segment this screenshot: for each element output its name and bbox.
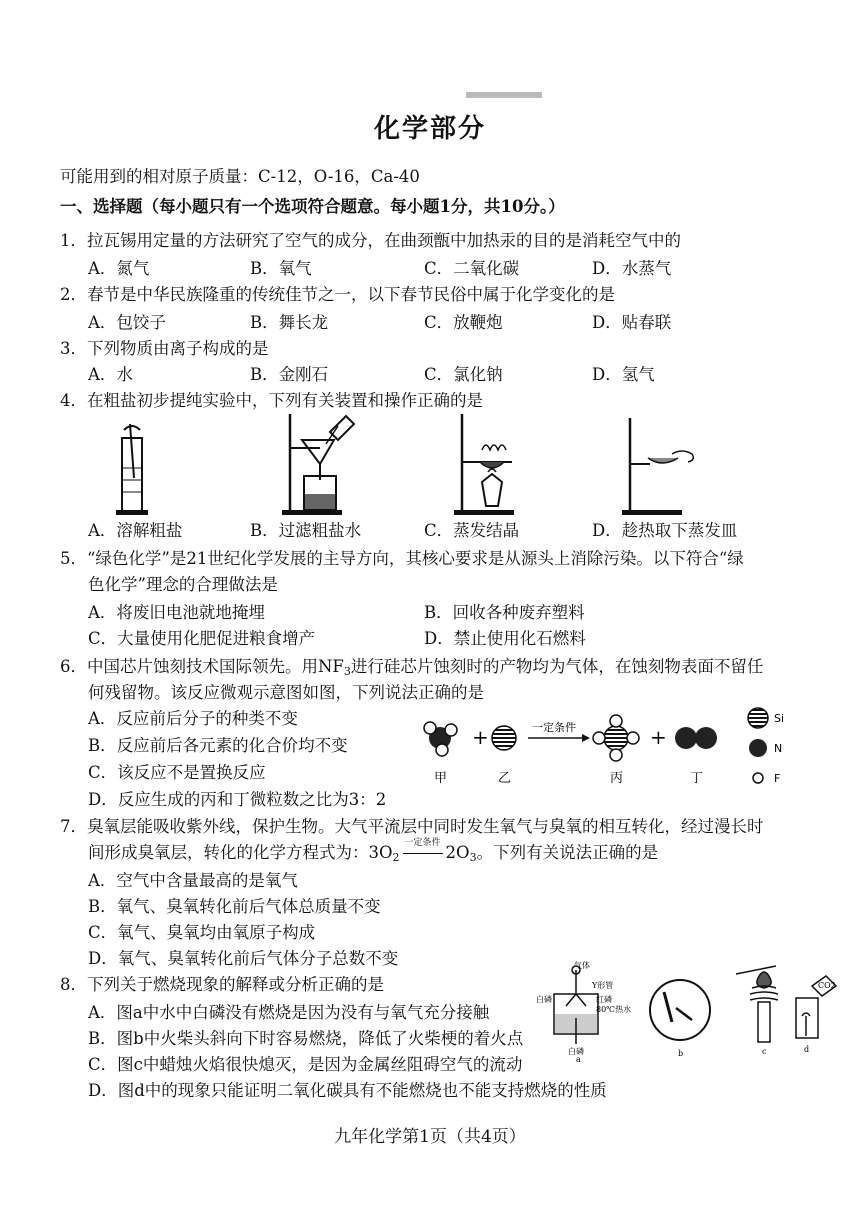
dissolving-apparatus-figure (110, 418, 160, 518)
q1-option-b: B．氧气 (250, 259, 312, 278)
label-ding: 丁 (690, 771, 704, 786)
label-bing: 丙 (610, 771, 624, 786)
q6-stem-line2: 何残留物。该反应微观示意图如图，下列说法正确的是 (88, 683, 484, 702)
q7-condition: 一定条件 (404, 838, 441, 848)
legend-si: Si (774, 712, 785, 725)
q2-stem: 2．春节是中华民族隆重的传统佳节之一，以下春节民俗中属于化学变化的是 (60, 285, 615, 304)
q3-option-d: D．氢气 (592, 365, 655, 384)
reaction-condition: 一定条件 (532, 721, 576, 734)
q3-option-b: B．金刚石 (250, 365, 329, 384)
q8-option-c: C．图c中蜡烛火焰很快熄灭，是因为金属丝阻碍空气的流动 (88, 1055, 523, 1074)
label-jia: 甲 (434, 771, 448, 786)
molecule-yi (492, 726, 516, 750)
q4-option-c: C．蒸发结晶 (424, 521, 520, 540)
label-fig-a: a (576, 1055, 581, 1064)
label-red-p: 红磷 (596, 995, 612, 1004)
q7-option-c: C．氧气、臭氧均由氧原子构成 (88, 923, 316, 942)
figure-d (796, 976, 836, 1054)
q6-option-d: D．反应生成的丙和丁微粒数之比为3：2 (88, 790, 387, 809)
q8-stem: 8．下列关于燃烧现象的解释或分析正确的是 (60, 975, 384, 994)
remove-dish-apparatus-figure (620, 414, 700, 518)
label-fig-c: c (762, 1047, 767, 1056)
molecule-jia (424, 722, 457, 756)
label-fig-d: d (804, 1045, 810, 1054)
figure-c (736, 966, 778, 1056)
label-white-p-2: 白磷 (568, 1047, 584, 1056)
legend-n: N (774, 742, 783, 755)
q7-stem-line1: 7．臭氧层能吸收紫外线，保护生物。大气平流层中同时发生氧气与臭氧的相互转化，经过漫长时 (60, 817, 764, 836)
page-footer: 九年化学第1页（共4页） (334, 1127, 526, 1147)
legend-n-symbol (749, 739, 767, 757)
q8-option-b: B．图b中火柴头斜向下时容易燃烧，降低了火柴梗的着火点 (88, 1029, 524, 1048)
atomic-mass-line: 可能用到的相对原子质量：C-12，O-16，Ca-40 (60, 167, 420, 186)
page-title: 化学部分 (373, 114, 486, 144)
q4-stem: 4．在粗盐初步提纯实验中，下列有关装置和操作正确的是 (60, 391, 483, 410)
label-white-p: 白磷 (536, 995, 552, 1004)
q5-option-b: B．回收各种废弃塑料 (424, 603, 585, 622)
q1-option-a: A．氮气 (88, 259, 150, 278)
q8-option-d: D．图d中的现象只能证明二氧化碳具有不能燃烧也不能支持燃烧的性质 (88, 1081, 607, 1100)
figure-a (536, 960, 631, 1064)
section1-heading: 一、选择题（每小题只有一个选项符合题意。每小题1分，共10分。） (60, 197, 565, 216)
q7-option-d: D．氧气、臭氧转化前后气体分子总数不变 (88, 949, 399, 968)
q5-option-d: D．禁止使用化石燃料 (424, 629, 586, 648)
q5-stem-line2: 色化学”理念的合理做法是 (88, 575, 278, 594)
q6-option-a: A．反应前后分子的种类不变 (88, 709, 298, 728)
q2-option-c: C．放鞭炮 (424, 313, 503, 332)
q6-option-b: B．反应前后各元素的化合价均不变 (88, 736, 348, 755)
q3-option-c: C．氯化钠 (424, 365, 503, 384)
reaction-microscopic-diagram (420, 700, 790, 790)
q4-option-b: B．过滤粗盐水 (250, 521, 362, 540)
figure-b (650, 980, 710, 1058)
q7-option-a: A．空气中含量最高的是氧气 (88, 871, 298, 890)
q2-option-d: D．贴春联 (592, 313, 672, 332)
molecule-ding (675, 727, 717, 749)
plus-sign-1: + (472, 725, 489, 749)
q1-option-c: C．二氧化碳 (424, 259, 520, 278)
q7-stem-line2: 间形成臭氧层，转化的化学方程式为：$3O_2$ 一定条件 $2O_3$。下列有关说法正确的是 (88, 838, 659, 864)
arrow-head (582, 734, 590, 742)
q2-option-b: B．舞长龙 (250, 313, 329, 332)
q2-option-a: A．包饺子 (88, 313, 166, 332)
q7-option-b: B．氧气、臭氧转化前后气体总质量不变 (88, 897, 381, 916)
evaporation-apparatus-figure (452, 410, 532, 518)
q1-option-d: D．水蒸气 (592, 259, 672, 278)
label-y-tube: Y形管 (592, 981, 614, 990)
legend-si-symbol (748, 708, 768, 728)
label-fig-b: b (678, 1049, 684, 1058)
label-gas: 气体 (574, 961, 590, 970)
q8-option-a: A．图a中水中白磷没有燃烧是因为没有与氧气充分接触 (88, 1003, 490, 1022)
q5-stem-line1: 5．“绿色化学”是21世纪化学发展的主导方向，其核心要求是从源头上消除污染。以下符合“绿 (60, 549, 744, 568)
filtering-apparatus-figure (280, 410, 360, 518)
q4-option-d: D．趁热取下蒸发皿 (592, 521, 738, 540)
q3-stem: 3．下列物质由离子构成的是 (60, 339, 269, 358)
scan-mark (466, 92, 542, 98)
q6-stem-line1: 6．中国芯片蚀刻技术国际领先。用$NF_3$进行硅芯片蚀刻时的产物均为气体，在蚀刻物表面不留任 (60, 657, 764, 678)
q3-option-a: A．水 (88, 365, 133, 384)
legend-f: F (774, 772, 781, 785)
q5-option-a: A．将废旧电池就地掩埋 (88, 603, 265, 622)
combustion-figures (536, 958, 836, 1064)
label-yi: 乙 (498, 771, 512, 786)
label-hot-water: 80℃热水 (596, 1005, 632, 1014)
label-co2: CO2 (818, 981, 836, 990)
q1-stem: 1．拉瓦锡用定量的方法研究了空气的成分，在曲颈甑中加热汞的目的是消耗空气中的 (60, 231, 681, 250)
legend-f-symbol (753, 773, 763, 783)
q4-option-a: A．溶解粗盐 (88, 521, 183, 540)
plus-sign-2: + (650, 725, 667, 749)
molecule-bing (593, 715, 639, 761)
q6-option-c: C．该反应不是置换反应 (88, 763, 266, 782)
q5-option-c: C．大量使用化肥促进粮食增产 (88, 629, 316, 648)
